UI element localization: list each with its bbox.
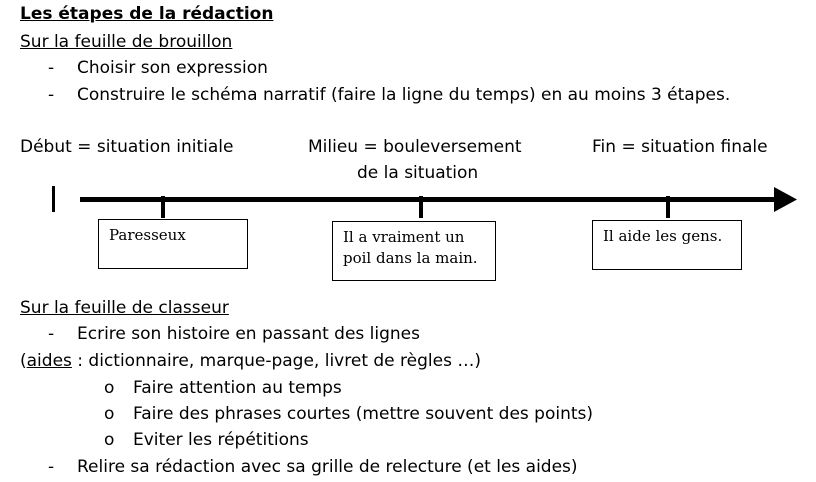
list-item: Relire sa rédaction avec sa grille de relecture (et les aides) [77, 457, 578, 477]
timeline-tick [666, 196, 670, 218]
dash-bullet: - [48, 457, 55, 477]
timeline-tick [419, 196, 423, 218]
sub-list-item: Faire attention au temps [133, 378, 342, 398]
circle-bullet-icon: o [104, 404, 115, 424]
dash-bullet: - [48, 85, 55, 105]
timeline-start-label: Début = situation initiale [20, 137, 234, 157]
timeline-box-start [98, 219, 248, 269]
box-text: Paresseux [109, 226, 186, 244]
dash-bullet: - [48, 324, 55, 344]
timeline-box-middle [332, 221, 496, 281]
timeline-tick [161, 196, 165, 218]
list-item: Ecrire son histoire en passant des lignes [77, 324, 420, 344]
list-item: Choisir son expression [77, 58, 268, 78]
timeline-line [80, 197, 778, 202]
box-text: Il aide les gens. [603, 227, 723, 245]
sub-list-item: Faire des phrases courtes (mettre souvent des points) [133, 404, 594, 424]
timeline-middle-label-line2: de la situation [357, 163, 479, 183]
circle-bullet-icon: o [104, 430, 115, 450]
aides-list: : dictionnaire, marque-page, livret de règles …) [71, 351, 481, 371]
circle-bullet-icon: o [104, 378, 115, 398]
aides-line [20, 350, 481, 372]
sub-list-item: Eviter les répétitions [133, 430, 309, 450]
box-text: Il a vraiment un [343, 228, 465, 246]
dash-bullet: - [48, 58, 55, 78]
timeline-end-label: Fin = situation finale [592, 137, 768, 157]
aides-word: aides [26, 351, 72, 371]
aides-open-paren: ( [20, 351, 27, 371]
timeline-middle-label: Milieu = bouleversement [308, 137, 522, 157]
timeline-box-end [592, 220, 742, 270]
section-heading-brouillon: Sur la feuille de brouillon [20, 32, 233, 52]
arrow-head-icon [774, 187, 797, 212]
page-title: Les étapes de la rédaction [20, 4, 274, 24]
timeline-start-bar [52, 186, 55, 212]
box-text: poil dans la main. [343, 249, 478, 267]
section-heading-classeur: Sur la feuille de classeur [20, 298, 229, 318]
list-item: Construire le schéma narratif (faire la ligne du temps) en au moins 3 étapes. [77, 85, 731, 105]
